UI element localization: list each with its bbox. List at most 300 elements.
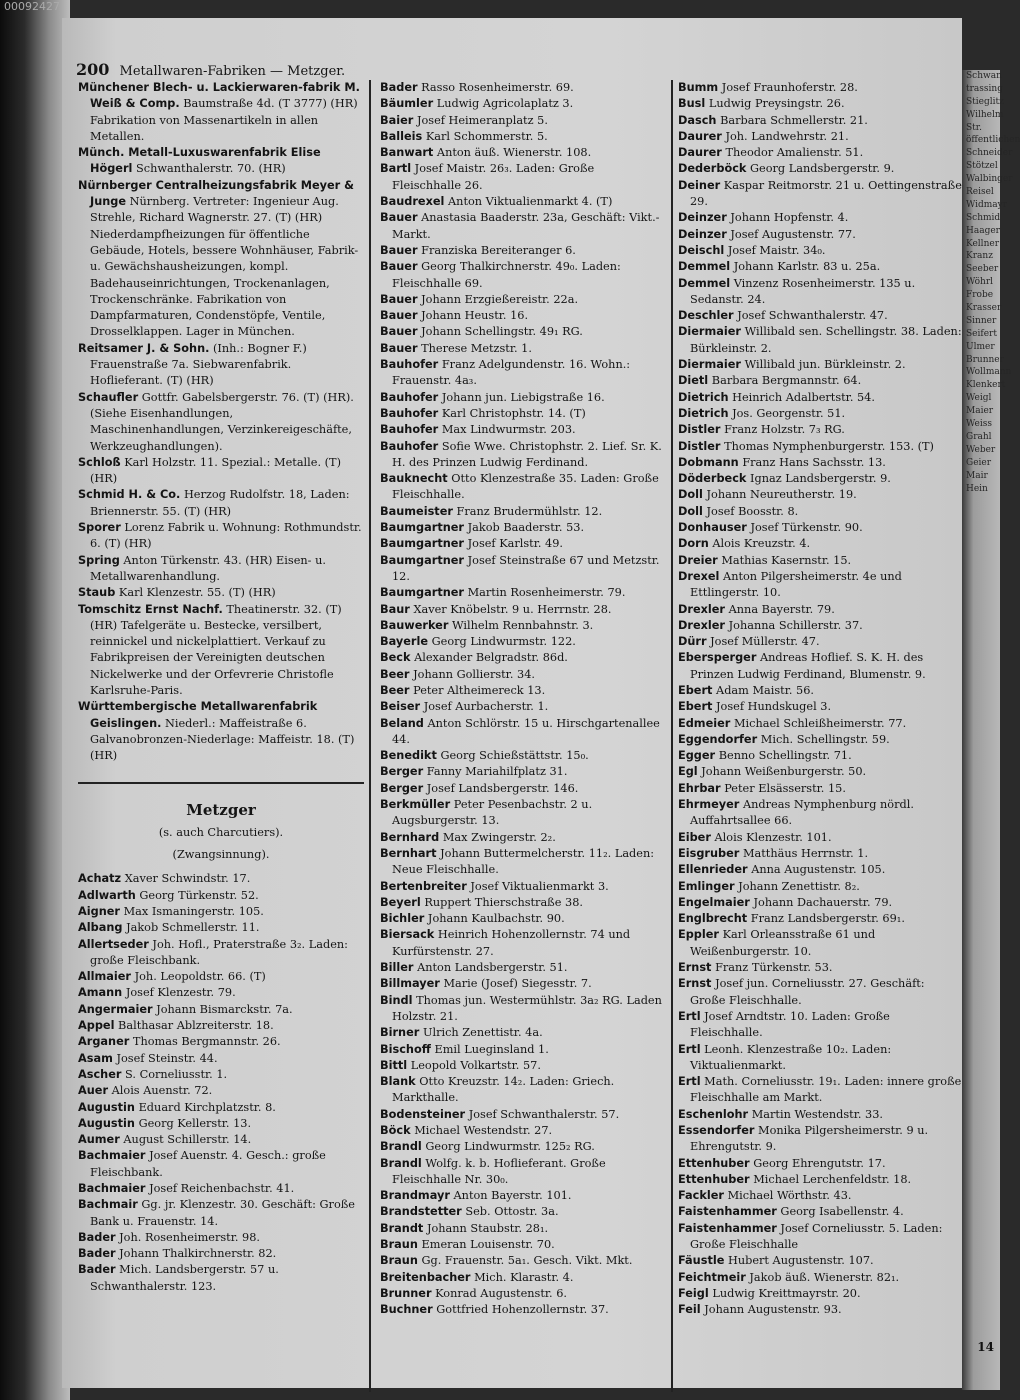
entry-name: Bartl [380,162,412,176]
entry-details: Emil Lueginsland 1. [434,1042,549,1056]
directory-entry [678,178,962,211]
directory-entry [380,797,666,830]
entry-details: Johann Augustenstr. 93. [704,1303,842,1317]
directory-entry [380,748,666,764]
entry-details: Josef Maistr. 34₀. [727,243,826,257]
entry-name: Ertl [678,1009,701,1023]
entry-name: Bauwerker [380,618,449,632]
adjacent-page-fragment: Walbinger [966,174,1013,185]
section-note: (Zwangsinnung). [172,848,270,862]
entry-name: Aumer [78,1133,120,1147]
entry-name: Schloß [78,455,121,469]
entry-name: Brandl [380,1156,422,1170]
entry-details: Georg Ehrengutstr. 17. [753,1156,886,1170]
directory-entry [380,1139,666,1155]
entry-details: Kaspar Reitmorstr. 21 u. Oettingenstraße 29. [690,178,962,209]
entry-name: Breitenbacher [380,1270,471,1284]
directory-entry [678,504,962,520]
directory-entry [678,96,962,112]
directory-entry [678,308,962,324]
entry-details: Benno Schellingstr. 71. [718,749,852,763]
entry-name: Baumgartner [380,537,465,551]
entry-name: Egl [678,765,698,779]
directory-entry [380,553,666,586]
entry-details: Anton Viktualienmarkt 4. (T) [448,195,613,209]
entry-details: Gg. jr. Klenzestr. 30. Geschäft: Große Bank u. Frauenstr. 14. [90,1198,355,1228]
entry-name: Beck [380,651,411,665]
adjacent-page-number: 14 [977,1340,994,1354]
entry-details: Jakob Schmellerstr. 11. [126,921,260,935]
entry-details: Gottfr. Gabelsbergerstr. 76. (T) (HR). (Siehe Eisenhandlungen, Maschinenhandlungen, Verzinkereigeschäfte, Werkzeughandlungen). [90,390,354,453]
entry-details: Max Lindwurmstr. 203. [441,423,576,437]
directory-entry [678,276,962,309]
directory-entry [678,650,962,683]
directory-entry [380,406,666,422]
entry-details: Barbara Schmellerstr. 21. [720,113,868,127]
directory-entry [678,846,962,862]
entry-name: Bichler [380,912,425,926]
entry-details: Michael Schleißheimerstr. 77. [733,716,907,730]
entry-name: Emlinger [678,879,735,893]
directory-entry [78,1116,364,1132]
directory-entry [78,888,364,904]
entry-name: Schmid H. & Co. [78,488,181,502]
page-title: Metallwaren-Fabriken — Metzger. [119,64,346,79]
entry-details: Max Zwingerstr. 2₂. [442,830,556,844]
scan-id: 00092427 [4,0,60,13]
entry-details: Georg Lindwurmstr. 122. [431,635,576,649]
directory-entry [678,1172,962,1188]
entries-metallwaren [78,80,364,764]
adjacent-page-fragment: Wilhelm [966,109,1004,120]
directory-entry [380,781,666,797]
entry-details: Franz Türkenstr. 53. [715,961,833,975]
adjacent-page-fragment: Frobe [966,290,994,301]
entry-name: Faistenhammer [678,1221,777,1235]
adjacent-page-fragment: Reisel [966,187,994,198]
column-divider [369,80,371,1392]
directory-entry [78,178,364,341]
entry-name: Bader [78,1230,116,1244]
adjacent-page-fragment: Seifert [966,328,997,339]
directory-entry [678,960,962,976]
entry-details: Franz Hans Sachsstr. 13. [742,455,886,469]
directory-entry [678,1107,962,1123]
directory-entry [678,927,962,960]
adjacent-page-fragment: Weber [966,444,996,455]
directory-entry [380,1253,666,1269]
entry-name: Ebert [678,683,713,697]
entry-name: Baier [380,113,414,127]
adjacent-page-fragment: Geier [966,457,992,468]
directory-entry [678,520,962,536]
directory-entry [678,1009,962,1042]
entry-details: Josef Schwanthalerstr. 57. [468,1107,620,1121]
entry-details: Josef Müllerstr. 47. [710,635,820,649]
directory-entry [78,699,364,764]
entry-name: Tomschitz Ernst Nachf. [78,602,223,616]
entry-details: Otto Kreuzstr. 14₂. Laden: Griech. Markthalle. [392,1075,615,1105]
adjacent-page-fragment: Stötzel [966,161,998,172]
page-header [76,60,345,79]
entry-details: Xaver Knöbelstr. 9 u. Herrnstr. 28. [413,602,612,616]
entry-details: Josef Steinstraße 67 und Metzstr. 12. [392,553,660,583]
entry-details: Therese Metzstr. 1. [421,341,532,355]
entry-name: Bayerle [380,635,429,649]
entry-name: Baudrexel [380,195,445,209]
entry-name: Feichtmeir [678,1270,746,1284]
entry-details: Niederl.: Maffeistraße 6. Galvanobronzen-Niederlage: Maffeistr. 18. (T) (HR) [90,716,355,763]
entry-name: Ebersperger [678,651,757,665]
book-spine [0,0,70,1400]
directory-entry [380,1237,666,1253]
directory-entry [678,764,962,780]
entry-name: Bauer [380,260,418,274]
directory-entry [678,895,962,911]
entry-name: Dobmann [678,455,739,469]
adjacent-page-fragment: Schwan [966,71,1002,81]
entry-name: Asam [78,1051,113,1065]
directory-entry [78,145,364,178]
entry-name: Böck [380,1124,411,1137]
entry-name: Daurer [678,146,722,160]
directory-entry [78,455,364,488]
directory-entry [380,667,666,683]
directory-entry [78,1083,364,1099]
entry-details: Anton Landsbergerstr. 51. [417,961,568,975]
directory-entry [380,716,666,749]
entry-name: Daurer [678,129,722,143]
entry-details: Mich. Klarastr. 4. [474,1270,574,1284]
entry-details: Heinrich Adalbertstr. 54. [732,390,875,404]
directory-entry [678,80,962,96]
entry-name: Dorn [678,537,709,551]
entry-details: Anna Bayerstr. 79. [728,602,835,616]
entry-details: Thomas Bergmannstr. 26. [132,1035,281,1049]
entry-details: Georg Isabellenstr. 4. [780,1205,904,1219]
entry-details: Josef Boosstr. 8. [706,504,799,518]
entry-details: Karl Orleansstraße 61 und Weißenburgerstr. 10. [690,928,876,958]
entry-details: Otto Klenzestraße 35. Laden: Große Fleischhalle. [392,472,659,502]
entry-details: Konrad Augustenstr. 6. [435,1286,568,1300]
entry-name: Dietl [678,374,709,388]
entry-name: Ernst [678,977,712,991]
entry-details: Josef Landsbergerstr. 146. [426,781,579,795]
directory-entry [78,1246,364,1262]
entry-name: Berger [380,781,424,795]
entry-name: Eiber [678,830,711,844]
entry-details: Georg Thalkirchnerstr. 49₀. Laden: Fleischhalle 69. [392,260,621,290]
directory-entry [78,1051,364,1067]
entry-name: Diermaier [678,358,741,372]
directory-entry [380,1156,666,1189]
directory-entry [678,1074,962,1107]
entry-details: Franz Holzstr. 7₃ RG. [724,423,845,437]
directory-entry [678,797,962,830]
entry-name: Adlwarth [78,888,136,902]
entry-details: Ulrich Zenettistr. 4a. [422,1026,543,1040]
directory-entry [678,422,962,438]
entry-name: Baumeister [380,504,453,518]
entry-details: Thomas Nymphenburgerstr. 153. (T) [724,439,934,453]
directory-entry [380,602,666,618]
directory-entry [380,1058,666,1074]
entry-name: Distler [678,423,721,437]
entry-details: Josef Viktualienmarkt 3. [470,879,609,893]
directory-entry [380,879,666,895]
directory-entry [678,732,962,748]
entry-details: Martin Westendstr. 33. [751,1107,884,1121]
directory-entry [678,536,962,552]
entry-details: Joh. Leopoldstr. 66. (T) [134,970,266,984]
directory-entry [380,194,666,210]
adjacent-page-fragment: Weiss [966,419,992,430]
entry-details: Adam Maistr. 56. [716,683,815,697]
directory-entry [380,895,666,911]
directory-entry [380,1025,666,1041]
directory-entry [678,553,962,569]
directory-entry [78,1067,364,1083]
directory-entry [78,553,364,586]
entry-name: Drexler [678,618,726,632]
entry-details: Ignaz Landsbergerstr. 9. [750,472,891,486]
directory-entry [380,324,666,340]
entry-name: Egger [678,749,716,763]
entry-details: Anton Pilgersheimerstr. 4e und Ettlingerstr. 10. [690,569,902,600]
entry-name: Arganer [78,1035,130,1049]
directory-entry [380,341,666,357]
directory-entry [678,602,962,618]
adjacent-page-fragment: Widmayr [966,199,1008,210]
directory-entry [678,1302,962,1318]
entry-name: Deschler [678,309,734,323]
directory-entry [78,520,364,553]
adjacent-page-fragment: öffentlichen [966,135,1020,146]
entry-details: Johann Dachauerstr. 79. [753,895,893,909]
entry-name: Döderbeck [678,472,747,486]
entry-name: Demmel [678,276,731,290]
entry-details: Josef Schwanthalerstr. 47. [737,309,888,323]
entry-details: Marie (Josef) Siegesstr. 7. [443,977,592,991]
adjacent-page-fragment: Brunner [966,354,1004,365]
entry-name: Essendorfer [678,1124,755,1137]
entry-details: Herzog Rudolfstr. 18, Laden: Briennerstr. 55. (T) (HR) [90,488,350,518]
entry-details: Franz Brudermühlstr. 12. [456,504,603,518]
directory-entry [380,145,666,161]
entry-details: Anton Schlörstr. 15 u. Hirschgartenallee 44. [392,716,660,746]
directory-entry [380,1221,666,1237]
directory-entry [380,536,666,552]
directory-entry [380,113,666,129]
directory-entry [678,569,962,602]
entry-details: S. Corneliusstr. 1. [125,1067,228,1081]
entry-name: Fäustle [678,1254,725,1268]
directory-entry [380,976,666,992]
entry-name: Beiser [380,700,421,714]
entry-name: Bauer [380,243,418,257]
entry-name: Doll [678,504,703,518]
entry-name: Ettenhuber [678,1156,750,1170]
directory-entry [678,862,962,878]
directory-entry [678,781,962,797]
directory-entry [78,585,364,601]
entry-name: Bertenbreiter [380,879,467,893]
entry-name: Brandl [380,1140,422,1154]
entry-name: Billmayer [380,977,440,991]
adjacent-page-fragment: Wöhrl [966,277,994,288]
entry-name: Münch. Metall-Luxuswarenfabrik Elise Högerl [78,146,321,176]
adjacent-page-fragment: Weigl [966,393,992,404]
adjacent-page-edge [962,70,1020,1390]
entry-details: Seb. Ottostr. 3a. [465,1205,559,1219]
directory-entry [78,969,364,985]
entry-name: Bachmaier [78,1182,146,1195]
entry-name: Diermaier [678,325,741,339]
entry-name: Bader [78,1263,116,1277]
entry-name: Bachmair [78,1198,138,1212]
directory-entry [678,210,962,226]
entry-name: Drexel [678,569,720,583]
entry-name: Berger [380,765,424,779]
entry-name: Bischoff [380,1042,431,1056]
directory-entry [678,976,962,1009]
entry-name: Dietrich [678,390,729,404]
entry-name: Bauer [380,292,418,306]
entry-details: Ludwig Kreittmayrstr. 20. [712,1286,861,1300]
entry-details: Karl Schommerstr. 5. [425,129,548,143]
directory-entry [678,113,962,129]
entry-details: Joh. Hofl., Praterstraße 3₂. Laden: große Fleischbank. [90,937,348,967]
directory-entry [78,487,364,520]
entry-details: Peter Pesenbachstr. 2 u. Augsburgerstr. 13. [392,798,593,828]
entry-details: Johann Zenettistr. 8₂. [738,879,860,893]
entry-name: Demmel [678,260,731,274]
entry-details: Ludwig Preysingstr. 26. [708,97,845,111]
directory-entry [678,830,962,846]
entry-details: Karl Klenzestr. 55. (T) (HR) [118,586,276,600]
entry-details: Georg Landsbergerstr. 9. [750,162,895,176]
column-1 [78,80,364,1295]
directory-entry [678,259,962,275]
entry-details: Willibald sen. Schellingstr. 38. Laden: Bürkleinstr. 2. [690,325,962,355]
entry-name: Bodensteiner [380,1107,466,1121]
adjacent-page-fragment: Wollmann [966,367,1012,378]
directory-entry [678,748,962,764]
directory-entry [380,830,666,846]
entry-details: Vinzenz Rosenheimerstr. 135 u. Sedanstr. 24. [690,276,916,306]
entry-details: Karl Holzstr. 11. Spezial.: Metalle. (T) (HR) [90,455,341,486]
entry-name: Deinzer [678,227,727,241]
directory-entry [678,1188,962,1204]
entry-details: Josef Augustenstr. 77. [730,227,856,241]
directory-entry [78,1034,364,1050]
entry-name: Distler [678,439,721,453]
directory-entry [78,1181,364,1197]
entry-name: Bader [78,1247,116,1261]
entry-name: Biller [380,961,414,975]
directory-entry [78,390,364,455]
entry-details: Alois Klenzestr. 101. [714,830,832,844]
directory-entry [678,455,962,471]
entry-details: Mich. Landsbergerstr. 57 u. Schwanthalerstr. 123. [90,1263,279,1293]
directory-entry [380,683,666,699]
entry-details: Schwanthalerstr. 70. (HR) [136,162,286,176]
entry-details: Johann Gollierstr. 34. [413,667,535,681]
entry-name: Dasch [678,113,717,127]
entry-name: Blank [380,1075,416,1089]
entry-details: Xaver Schwindstr. 17. [124,872,251,886]
entry-details: Georg Kellerstr. 13. [138,1116,252,1130]
entry-details: Martin Rosenheimerstr. 79. [467,586,626,600]
entry-details: Jakob äuß. Wienerstr. 82₁. [749,1270,900,1284]
entry-name: Eppler [678,928,719,942]
entry-name: Deinzer [678,211,727,225]
adjacent-page-fragment: Schneider [966,148,1013,159]
entry-name: Staub [78,586,116,600]
entry-name: Fackler [678,1189,724,1203]
directory-entry [78,80,364,145]
entry-details: Leonh. Klenzestraße 10₂. Laden: Viktualienmarkt. [690,1042,892,1072]
column-2 [380,80,666,1319]
directory-entry [678,390,962,406]
entry-details: Joh. Landwehrstr. 21. [725,129,849,143]
entry-details: Josef Maistr. 26₃. Laden: Große Fleischhalle 26. [392,162,595,192]
directory-entry [380,927,666,960]
entry-name: Bauer [380,309,418,323]
directory-entry [678,911,962,927]
adjacent-page-fragment: Schmid [966,212,1001,223]
directory-entry [380,911,666,927]
entry-details: Sofie Wwe. Christophstr. 2. Lief. Sr. K. H. des Prinzen Ludwig Ferdinand. [392,439,662,469]
entry-details: Fanny Mariahilfplatz 31. [426,765,568,779]
entry-details: Anna Augustenstr. 105. [751,863,886,877]
section-divider [78,782,364,784]
entry-details: Franz Landsbergerstr. 69₁. [750,912,905,926]
entry-name: Berkmüller [380,798,451,812]
adjacent-page-fragment: Stieglitz [966,96,1004,107]
directory-entry [380,422,666,438]
directory-entry [380,439,666,472]
directory-page [62,18,962,1388]
directory-entry [380,1204,666,1220]
entry-details: Alexander Belgradstr. 86d. [414,651,568,665]
directory-entry [78,937,364,970]
directory-entry [380,471,666,504]
directory-entry [380,292,666,308]
entry-details: Georg Lindwurmstr. 125₂ RG. [425,1140,595,1154]
entry-details: Josef Klenzestr. 79. [125,986,236,1000]
entry-name: Eschenlohr [678,1107,749,1121]
entry-name: Brandt [380,1221,424,1235]
entry-details: Ruppert Thierschstraße 38. [424,895,583,909]
entry-name: Doll [678,488,703,502]
directory-entry [380,129,666,145]
directory-entry [380,1123,666,1139]
entry-name: Bäumler [380,97,434,111]
entry-name: Dietrich [678,406,729,420]
entry-name: Benedikt [380,749,437,763]
entry-details: Andreas Nymphenburg nördl. Auffahrtsallee 66. [690,798,914,828]
directory-entry [380,764,666,780]
entry-details: Josef jun. Corneliusstr. 27. Geschäft: Große Fleischhalle. [690,977,925,1007]
directory-entry [678,1156,962,1172]
directory-entry [678,145,962,161]
entry-name: Bauhofer [380,406,439,420]
entry-details: Michael Lerchenfeldstr. 18. [753,1172,912,1186]
directory-entry [78,1262,364,1295]
entry-name: Angermaier [78,1002,153,1016]
directory-entry [380,161,666,194]
